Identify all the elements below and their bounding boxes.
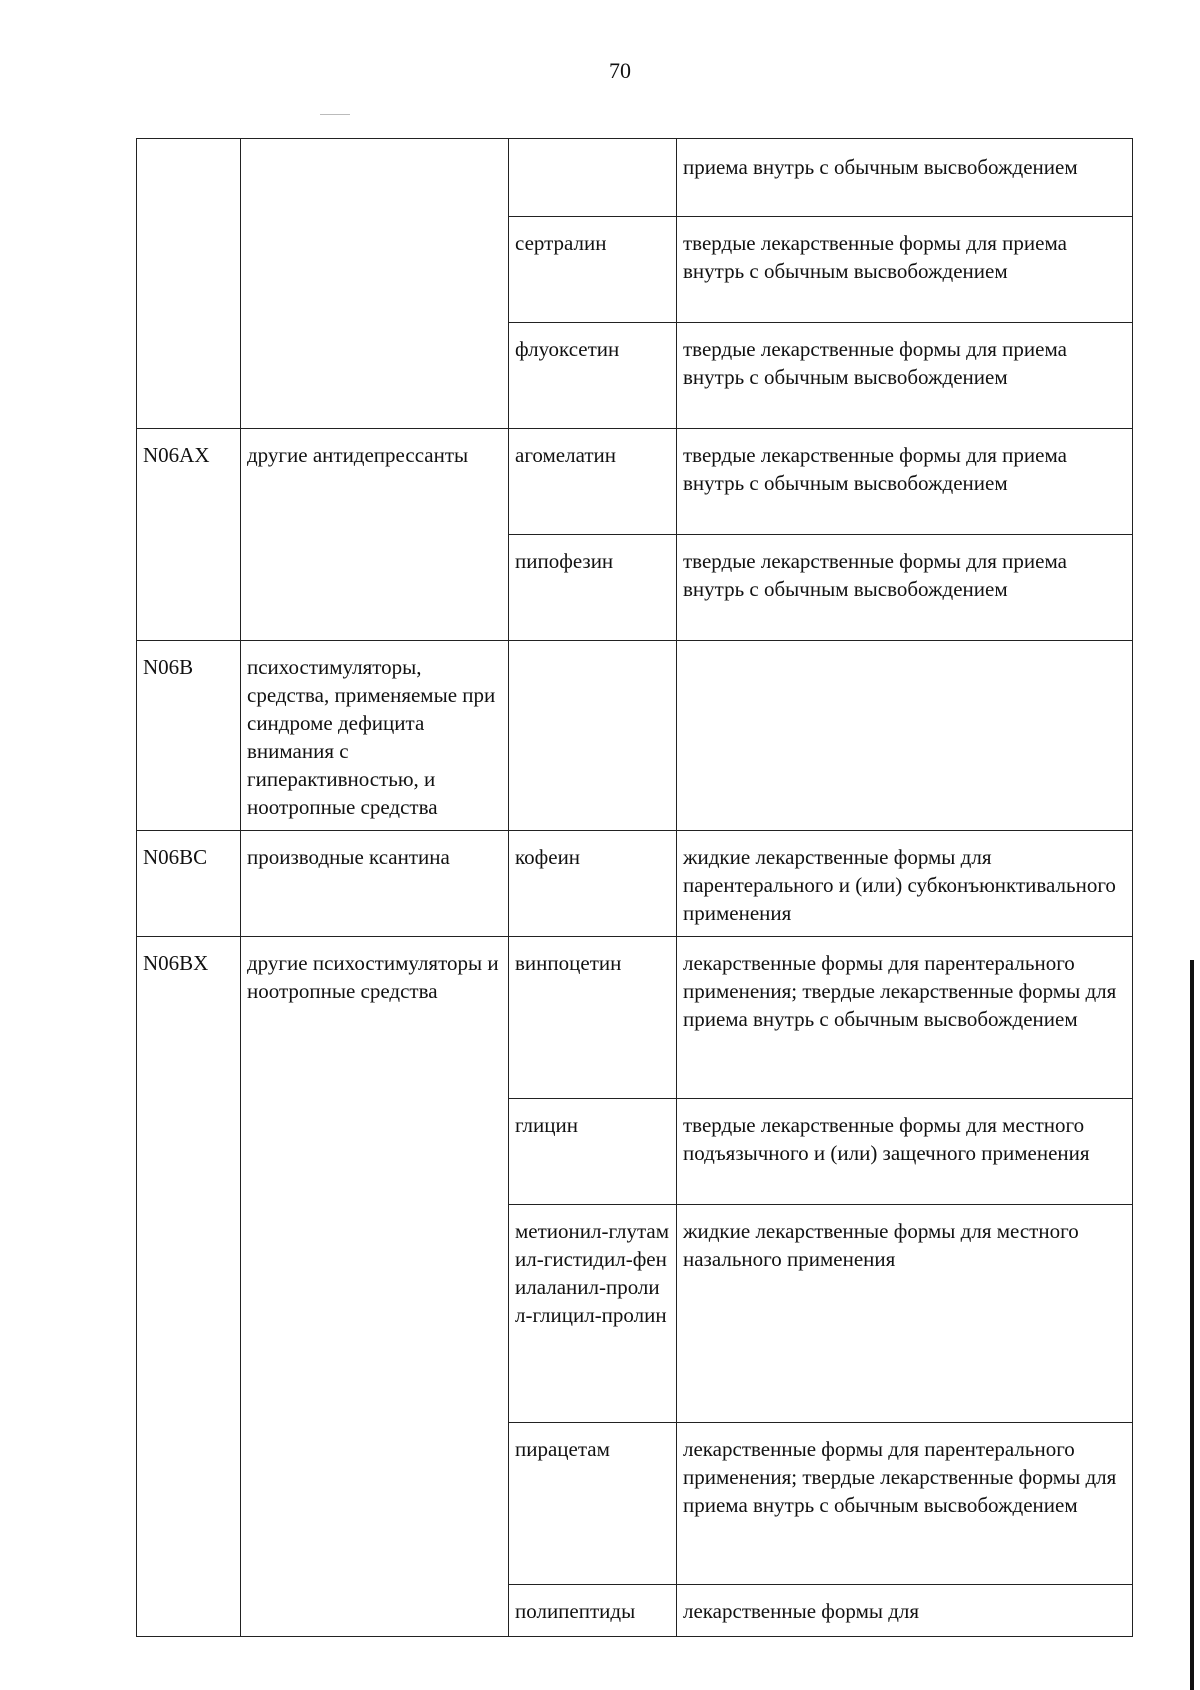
atc-code-cell: N06AX bbox=[137, 429, 241, 641]
dosage-form-cell bbox=[677, 641, 1133, 831]
dosage-form-cell: твердые лекарственные формы для приема внутрь с обычным высвобождением bbox=[677, 323, 1133, 429]
drug-name-cell bbox=[509, 641, 677, 831]
drug-name-cell: винпоцетин bbox=[509, 937, 677, 1099]
page-number: 70 bbox=[609, 58, 631, 83]
drug-name-cell: агомелатин bbox=[509, 429, 677, 535]
group-name-cell: психостимуляторы, средства, применяемые при синдроме дефицита внимания с гиперактивностью, и ноотропные средства bbox=[241, 641, 509, 831]
group-name-cell: другие антидепрессанты bbox=[241, 429, 509, 641]
drug-name-cell bbox=[509, 139, 677, 217]
drug-name-cell: пирацетам bbox=[509, 1423, 677, 1585]
table-row bbox=[137, 937, 1133, 1099]
group-name-cell bbox=[241, 139, 509, 429]
scan-mark bbox=[320, 114, 350, 115]
drug-name-cell: полипептиды bbox=[509, 1585, 677, 1637]
drug-name-cell: метионил-глутамил-гистидил-фенилаланил-пролил-глицил-пролин bbox=[509, 1205, 677, 1423]
drug-name-cell: сертралин bbox=[509, 217, 677, 323]
dosage-form-cell: твердые лекарственные формы для местного подъязычного и (или) защечного применения bbox=[677, 1099, 1133, 1205]
dosage-form-cell: твердые лекарственные формы для приема внутрь с обычным высвобождением bbox=[677, 217, 1133, 323]
group-name-cell: другие психостимуляторы и ноотропные средства bbox=[241, 937, 509, 1637]
table-row bbox=[137, 641, 1133, 831]
dosage-form-cell: твердые лекарственные формы для приема внутрь с обычным высвобождением bbox=[677, 429, 1133, 535]
dosage-form-cell: лекарственные формы для парентерального применения; твердые лекарственные формы для приема внутрь с обычным высвобождением bbox=[677, 937, 1133, 1099]
dosage-form-cell: приема внутрь с обычным высвобождением bbox=[677, 139, 1133, 217]
drug-name-cell: флуоксетин bbox=[509, 323, 677, 429]
dosage-form-cell: лекарственные формы для bbox=[677, 1585, 1133, 1637]
drug-name-cell: глицин bbox=[509, 1099, 677, 1205]
drug-name-cell: пипофезин bbox=[509, 535, 677, 641]
drug-table bbox=[136, 138, 1133, 1637]
scan-edge-bar bbox=[1190, 960, 1194, 1690]
group-name-cell: производные ксантина bbox=[241, 831, 509, 937]
dosage-form-cell: жидкие лекарственные формы для парентерального и (или) субконъюнктивального применения bbox=[677, 831, 1133, 937]
table-row bbox=[137, 831, 1133, 937]
table-row bbox=[137, 429, 1133, 535]
dosage-form-cell: лекарственные формы для парентерального применения; твердые лекарственные формы для приема внутрь с обычным высвобождением bbox=[677, 1423, 1133, 1585]
atc-code-cell: N06B bbox=[137, 641, 241, 831]
drug-name-cell: кофеин bbox=[509, 831, 677, 937]
atc-code-cell: N06BC bbox=[137, 831, 241, 937]
atc-code-cell bbox=[137, 139, 241, 429]
dosage-form-cell: жидкие лекарственные формы для местного назального применения bbox=[677, 1205, 1133, 1423]
atc-code-cell: N06BX bbox=[137, 937, 241, 1637]
table-row bbox=[137, 139, 1133, 217]
dosage-form-cell: твердые лекарственные формы для приема внутрь с обычным высвобождением bbox=[677, 535, 1133, 641]
